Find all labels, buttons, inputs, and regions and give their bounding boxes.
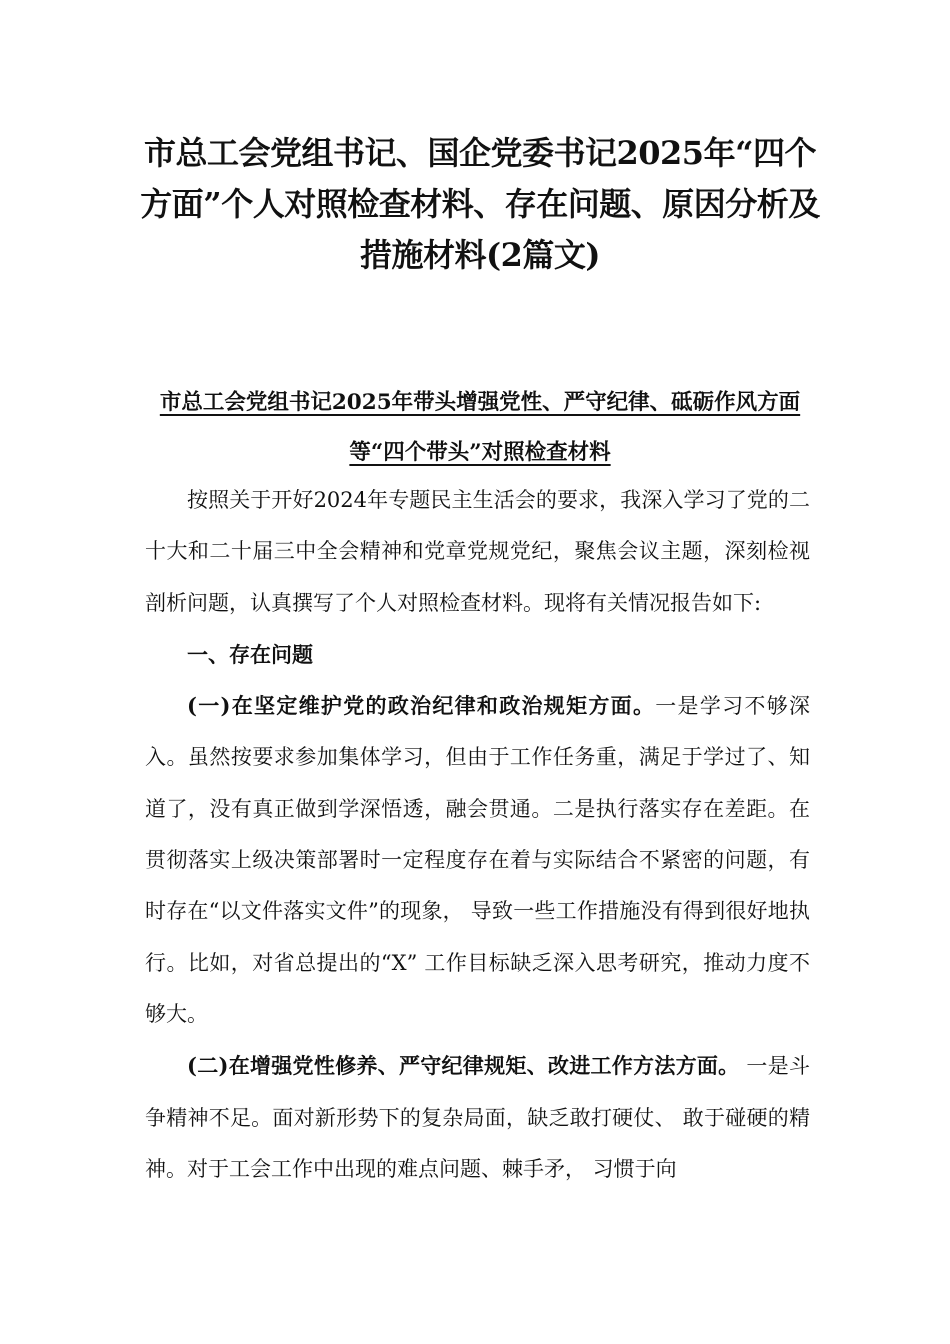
subtitle-line-1: 市总工会党组书记2025年带头增强党性、严守纪律、砥砺作风方面 [159, 390, 801, 415]
document-title: 市总工会党组书记、国企党委书记2025年“四个方面”个人对照检查材料、存在问题、原因分析及措施材料(2篇文) [140, 134, 820, 274]
paragraph-2-lead: (二)在增强党性修养、严守纪律规矩、改进工作方法方面。 [187, 1053, 740, 1079]
paragraph-1-text: 一是学习不够深入。虽然按要求参加集体学习，但由于工作任务重，满足于学过了、知道了，没有真正做到学深悟透，融会贯通。二是执行落实存在差距。在贯彻落实上级决策部署时一定程度存在着与实际结合不紧密的问题，有时存在“以文件落实文件”的现象， 导致一些工作措施没有得到很好地执行。比如，对省总提出的“X” 工作目标缺乏深入思考研究，推动力度不够大。 [145, 694, 811, 1026]
document-subtitle [140, 378, 820, 478]
intro-paragraph: 按照关于开好2024年专题民主生活会的要求，我深入学习了党的二十大和二十届三中全会精神和党章党规党纪，聚焦会议主题，深刻检视剖析问题，认真撰写了个人对照检查材料。现将有关情况报告如下: [145, 488, 810, 615]
paragraph-1 [145, 680, 810, 1040]
paragraph-2-text: 一是斗争精神不足。面对新形势下的复杂局面，缺乏敢打硬仗、 敢于碰硬的精神。对于工会工作中出现的难点问题、棘手矛， 习惯于向 [145, 1054, 810, 1181]
paragraph-1-lead: (一)在坚定维护党的政治纪律和政治规矩方面。 [187, 693, 656, 719]
section-heading: 一、存在问题 [187, 641, 313, 667]
subtitle-line-2: 等“四个带头”对照检查材料 [349, 440, 611, 465]
document-body [145, 475, 810, 1195]
paragraph-2 [145, 1040, 810, 1195]
